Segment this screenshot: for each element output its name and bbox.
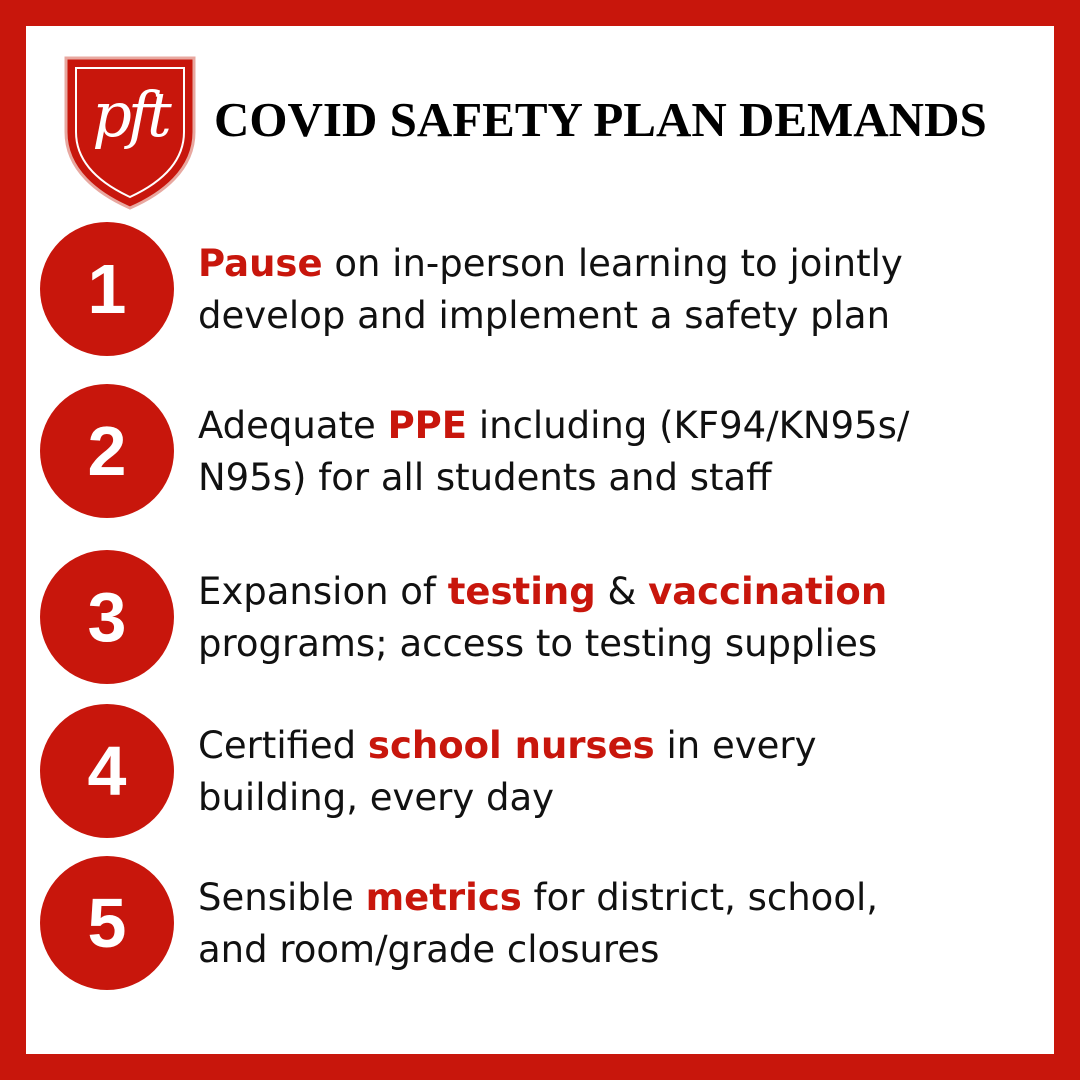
logo-lettering: pft — [92, 78, 168, 151]
text-segment: on in-person learning to jointly — [322, 242, 903, 285]
text-segment: Certified — [198, 724, 368, 767]
text-segment: building, every day — [198, 776, 555, 819]
demand-text — [198, 238, 1038, 342]
text-segment: Adequate — [198, 404, 388, 447]
highlight-text: metrics — [365, 876, 522, 919]
demand-item-3 — [40, 550, 1040, 684]
text-segment: programs; access to testing supplies — [198, 622, 878, 665]
text-segment: Sensible — [198, 876, 366, 919]
demand-item-1 — [40, 222, 1040, 356]
demand-item-5 — [40, 856, 1040, 990]
text-segment: including (KF94/KN95s/ — [467, 404, 910, 447]
demand-item-4 — [40, 704, 1040, 838]
page-title: COVID SAFETY PLAN DEMANDS — [214, 92, 987, 147]
text-segment: develop and implement a safety plan — [198, 294, 891, 337]
text-segment: N95s) for all students and staff — [198, 456, 772, 499]
highlight-text: Pause — [198, 242, 323, 285]
highlight-text: PPE — [387, 404, 468, 447]
demand-text — [198, 400, 1038, 504]
text-segment: Expansion of — [198, 570, 448, 613]
number-badge: 2 — [40, 384, 174, 518]
highlight-text: testing — [447, 570, 596, 613]
number-badge: 1 — [40, 222, 174, 356]
demand-item-2 — [40, 384, 1040, 518]
demand-text — [198, 720, 1038, 824]
text-segment: and room/grade closures — [198, 928, 660, 971]
text-segment: in every — [654, 724, 817, 767]
number-badge: 5 — [40, 856, 174, 990]
flyer-card — [26, 26, 1054, 1054]
number-badge: 4 — [40, 704, 174, 838]
demand-text — [198, 872, 1038, 976]
text-segment: & — [595, 570, 649, 613]
demand-text — [198, 566, 1038, 670]
number-badge: 3 — [40, 550, 174, 684]
text-segment: for district, school, — [521, 876, 878, 919]
highlight-text: school nurses — [367, 724, 655, 767]
highlight-text: vaccination — [648, 570, 888, 613]
pft-shield-logo — [62, 54, 198, 212]
